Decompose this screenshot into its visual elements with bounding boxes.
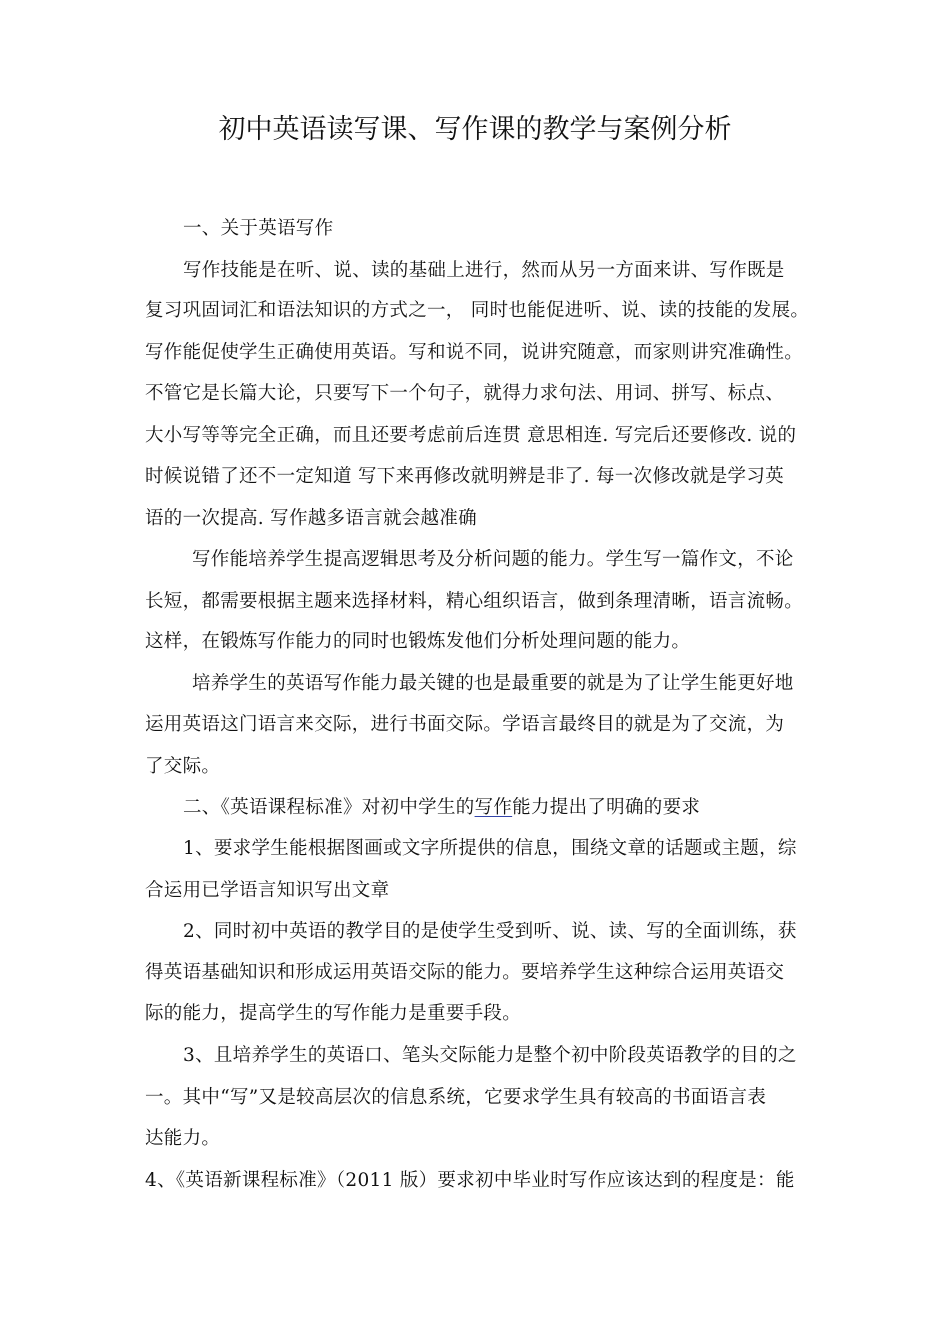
paragraph-line: 大小写等等完全正确，而且还要考虑前后连贯 意思相连. 写完后还要修改. 说的 [145, 425, 797, 446]
list-item-line: 达能力。 [145, 1128, 221, 1149]
heading-text-part: 二、《英语课程标准》对初中学生的 [183, 797, 475, 818]
paragraph-line: 不管它是长篇大论，只要写下一个句子，就得力求句法、用词、拼写、标点、 [145, 383, 785, 404]
list-item-line: 得英语基础知识和形成运用英语交际的能力。要培养学生这种综合运用英语交 [145, 962, 785, 983]
document-title: 初中英语读写课、写作课的教学与案例分析 [218, 114, 732, 145]
paragraph-line: 写作技能是在听、说、读的基础上进行，然而从另一方面来讲、写作既是 [183, 260, 785, 281]
list-item-line: 4、《英语新课程标准》（2011 版）要求初中毕业时写作应该达到的程度是：能 [145, 1170, 795, 1191]
list-item-line: 合运用已学语言知识写出文章 [145, 880, 390, 901]
paragraph-line: 了交际。 [145, 756, 221, 777]
paragraph-line: 长短，都需要根据主题来选择材料，精心组织语言，做到条理清晰，语言流畅。 [145, 591, 804, 612]
writing-link[interactable]: 写作 [474, 797, 513, 818]
section-heading-2 [183, 795, 700, 821]
heading-text-part: 能力提出了明确的要求 [512, 797, 701, 818]
paragraph-line: 这样，在锻炼写作能力的同时也锻炼发他们分析处理问题的能力。 [145, 631, 691, 652]
list-item-line: 1、要求学生能根据图画或文字所提供的信息，围绕文章的话题或主题，综 [183, 838, 797, 859]
paragraph-line: 语的一次提高. 写作越多语言就会越准确 [145, 508, 477, 529]
list-item-line: 2、同时初中英语的教学目的是使学生受到听、说、读、写的全面训练，获 [183, 921, 797, 942]
paragraph-line: 运用英语这门语言来交际，进行书面交际。学语言最终目的就是为了交流，为 [145, 714, 785, 735]
list-item-line: 际的能力，提高学生的写作能力是重要手段。 [145, 1003, 522, 1024]
list-item-line: 一。其中“写”又是较高层次的信息系统，它要求学生具有较高的书面语言表 [145, 1087, 767, 1108]
paragraph-line: 写作能培养学生提高逻辑思考及分析问题的能力。学生写一篇作文，不论 [192, 549, 794, 570]
list-item-line: 3、且培养学生的英语口、笔头交际能力是整个初中阶段英语教学的目的之 [183, 1045, 797, 1066]
paragraph-line: 培养学生的英语写作能力最关键的也是最重要的就是为了让学生能更好地 [192, 673, 794, 694]
section-heading-1: 一、关于英语写作 [183, 218, 334, 239]
paragraph-line: 复习巩固词汇和语法知识的方式之一， 同时也能促进听、说、读的技能的发展。 [145, 300, 810, 321]
paragraph-line: 写作能促使学生正确使用英语。写和说不同，说讲究随意，而家则讲究准确性。 [145, 342, 804, 363]
paragraph-line: 时候说错了还不一定知道 写下来再修改就明辨是非了. 每一次修改就是学习英 [145, 466, 784, 487]
